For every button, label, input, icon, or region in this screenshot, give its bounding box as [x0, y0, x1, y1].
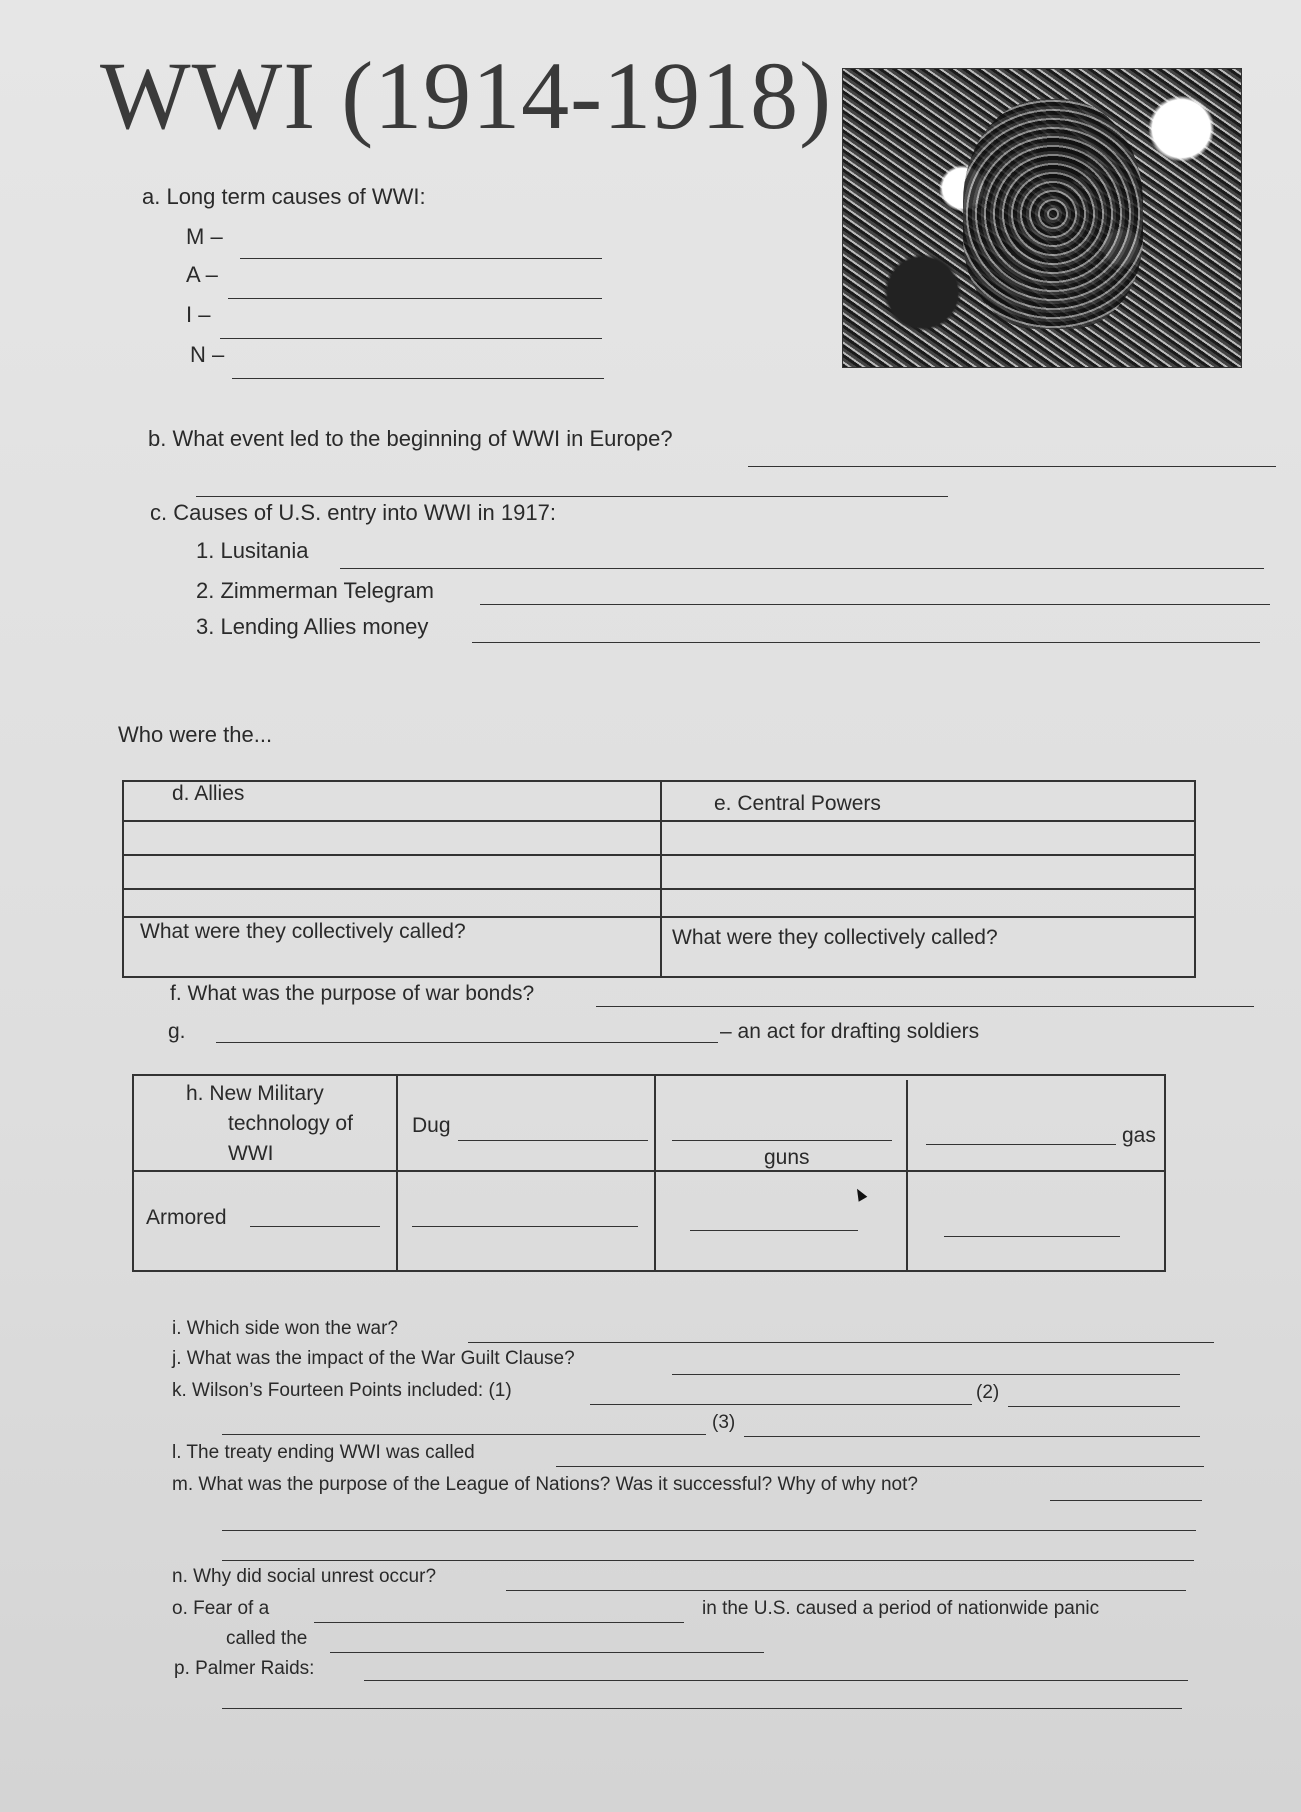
question-o-part3: called the — [226, 1628, 308, 1649]
tech-row2-blank-2[interactable] — [412, 1226, 638, 1227]
question-k-3-label: (3) — [712, 1412, 736, 1433]
question-i-blank[interactable] — [468, 1342, 1214, 1343]
question-j-blank[interactable] — [672, 1374, 1180, 1375]
question-l-blank[interactable] — [556, 1466, 1204, 1467]
tech-gas-blank[interactable] — [926, 1144, 1116, 1145]
question-k-blank-2b[interactable] — [222, 1434, 706, 1435]
question-p: p. Palmer Raids: — [174, 1658, 315, 1679]
cause-n-blank[interactable] — [232, 378, 604, 379]
section-c-heading: c. Causes of U.S. entry into WWI in 1917: — [150, 500, 556, 525]
question-m-blank-1[interactable] — [1050, 1500, 1202, 1501]
tech-header-line3: WWI — [228, 1142, 274, 1165]
alliance-table — [122, 780, 1196, 978]
question-k-blank-3[interactable] — [744, 1436, 1200, 1437]
tech-guns-blank[interactable] — [672, 1140, 892, 1141]
alliance-row-line-4 — [122, 916, 1194, 918]
section-f-question: f. What was the purpose of war bonds? — [170, 982, 535, 1005]
cause-lusitania: 1. Lusitania — [196, 538, 309, 563]
question-m-blank-3[interactable] — [222, 1560, 1194, 1561]
tech-dug-blank[interactable] — [458, 1140, 648, 1141]
lending-money-blank[interactable] — [472, 642, 1260, 643]
central-collective-question: What were they collectively called? — [672, 926, 998, 949]
question-p-blank-2[interactable] — [222, 1708, 1182, 1709]
who-heading: Who were the... — [118, 722, 273, 747]
alliance-divider — [660, 780, 662, 976]
section-b-blank-1[interactable] — [748, 466, 1276, 467]
tech-row2-blank-3[interactable] — [690, 1230, 858, 1231]
lusitania-blank[interactable] — [340, 568, 1264, 569]
central-powers-header: e. Central Powers — [714, 792, 881, 815]
cause-i-label: I – — [186, 302, 211, 327]
section-b-blank-2[interactable] — [196, 496, 948, 497]
tech-row-line — [132, 1170, 1164, 1172]
tech-armored-blank[interactable] — [250, 1226, 380, 1227]
trench-soldiers-image — [963, 99, 1143, 329]
cause-n-label: N – — [190, 342, 225, 367]
question-o-blank-2[interactable] — [330, 1652, 764, 1653]
draft-act-description: – an act for drafting soldiers — [720, 1020, 980, 1043]
cause-m-label: M – — [186, 224, 223, 249]
zimmerman-blank[interactable] — [480, 604, 1270, 605]
question-k: k. Wilson’s Fourteen Points included: (1) — [172, 1380, 512, 1401]
question-o-blank-1[interactable] — [314, 1622, 684, 1623]
section-b-question: b. What event led to the beginning of WWI in Europe? — [148, 426, 673, 451]
cause-lending-money: 3. Lending Allies money — [196, 614, 429, 639]
question-m-blank-2[interactable] — [222, 1530, 1196, 1531]
tech-row2-blank-4[interactable] — [944, 1236, 1120, 1237]
cause-a-label: A – — [186, 262, 218, 287]
tech-armored-label: Armored — [146, 1206, 227, 1229]
tech-gas-label: gas — [1122, 1124, 1156, 1147]
alliance-row-line-3 — [122, 888, 1194, 890]
tech-header-line2: technology of — [228, 1112, 353, 1135]
alliance-row-line-1 — [122, 820, 1194, 822]
question-k-blank-1[interactable] — [590, 1404, 972, 1405]
question-o-part2: in the U.S. caused a period of nationwide panic — [702, 1598, 1100, 1619]
section-a-heading: a. Long term causes of WWI: — [142, 184, 426, 209]
question-l: l. The treaty ending WWI was called — [172, 1442, 475, 1463]
question-m: m. What was the purpose of the League of Nations? Was it successful? Why of why not? — [172, 1474, 918, 1495]
allies-collective-question: What were they collectively called? — [140, 920, 466, 943]
tech-divider-1 — [396, 1074, 398, 1270]
question-j: j. What was the impact of the War Guilt Clause? — [172, 1348, 575, 1369]
question-i: i. Which side won the war? — [172, 1318, 398, 1339]
draft-act-blank[interactable] — [216, 1042, 718, 1043]
tech-divider-3 — [906, 1080, 908, 1270]
question-n-blank[interactable] — [506, 1590, 1186, 1591]
tech-divider-2 — [654, 1076, 656, 1270]
question-o-part1: o. Fear of a — [172, 1598, 270, 1619]
cause-zimmerman: 2. Zimmerman Telegram — [196, 578, 434, 603]
cause-i-blank[interactable] — [220, 338, 602, 339]
section-f-blank[interactable] — [596, 1006, 1254, 1007]
question-n: n. Why did social unrest occur? — [172, 1566, 437, 1587]
question-p-blank-1[interactable] — [364, 1680, 1188, 1681]
tech-guns-label: guns — [764, 1146, 810, 1169]
tech-header-line1: h. New Military — [186, 1082, 324, 1105]
allies-header: d. Allies — [172, 782, 245, 805]
page-title: WWI (1914-1918) — [100, 42, 833, 149]
cause-a-blank[interactable] — [228, 298, 602, 299]
section-g-letter: g. — [168, 1020, 186, 1043]
question-k-2-label: (2) — [976, 1382, 1000, 1403]
question-k-blank-2[interactable] — [1008, 1406, 1180, 1407]
alliance-row-line-2 — [122, 854, 1194, 856]
tech-dug-label: Dug — [412, 1114, 451, 1137]
cause-m-blank[interactable] — [240, 258, 602, 259]
trench-photo — [842, 68, 1242, 368]
